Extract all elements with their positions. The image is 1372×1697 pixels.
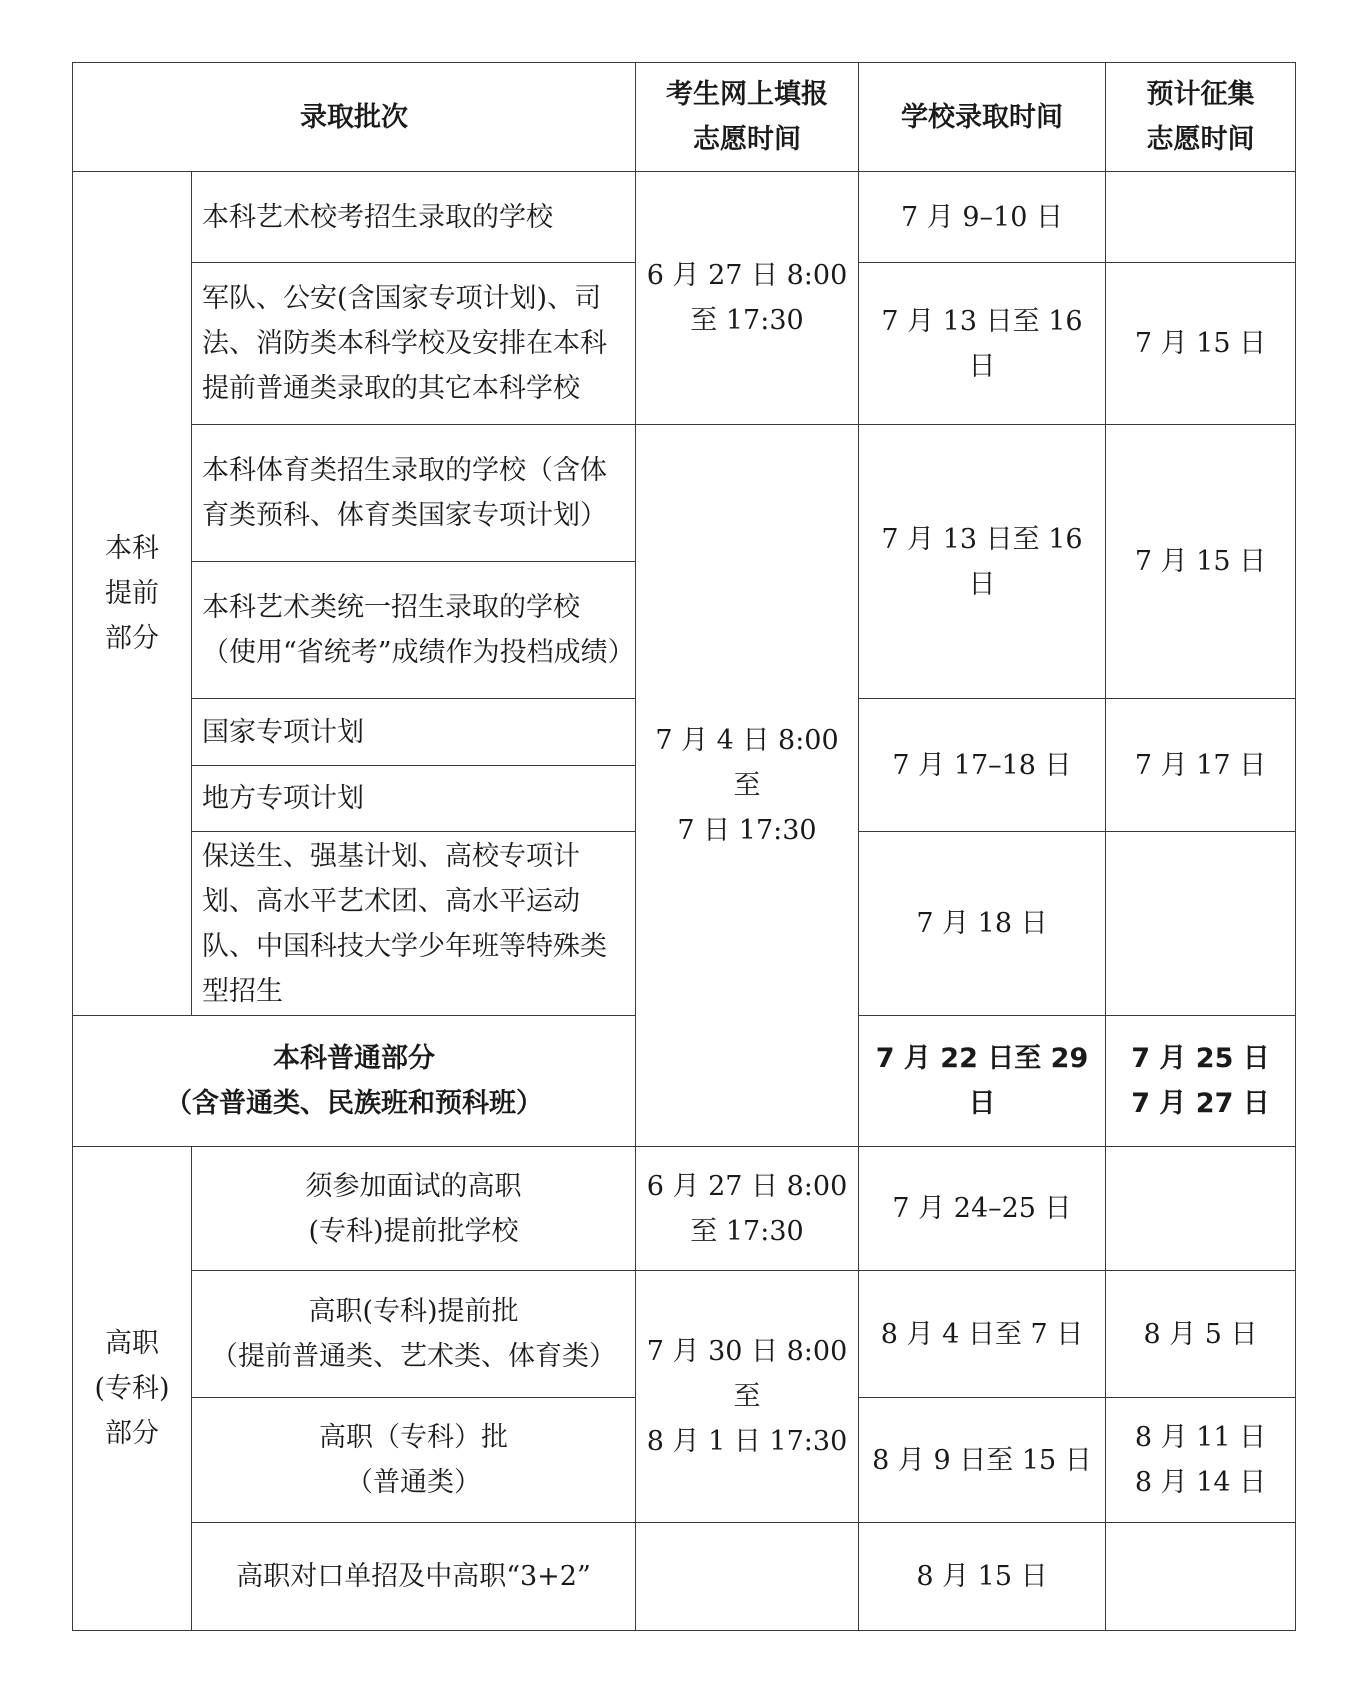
header-row [73, 63, 1296, 172]
admit-time-cell: 8 月 15 日 [859, 1523, 1106, 1631]
fill-time-cell: 7 月 30 日 8:00 至 8 月 1 日 17:30 [636, 1271, 859, 1523]
batch-cell: 须参加面试的高职 (专科)提前批学校 [192, 1147, 636, 1271]
collect-time-cell [1106, 1147, 1296, 1271]
batch-cell: 国家专项计划 [192, 699, 636, 766]
batch-cell: 高职（专科）批 （普通类） [192, 1398, 636, 1523]
fill-time-cell [636, 1523, 859, 1631]
admit-time-cell: 8 月 4 日至 7 日 [859, 1271, 1106, 1398]
collect-time-cell: 7 月 15 日 [1106, 425, 1296, 699]
collect-time-cell [1106, 172, 1296, 263]
admit-time-cell: 7 月 9–10 日 [859, 172, 1106, 263]
batch-cell: 军队、公安(含国家专项计划)、司法、消防类本科学校及安排在本科提前普通类录取的其它本科学校 [192, 263, 636, 425]
collect-time-cell [1106, 832, 1296, 1016]
header-fill-time: 考生网上填报 志愿时间 [636, 63, 859, 172]
collect-time-cell: 7 月 25 日 7 月 27 日 [1106, 1016, 1296, 1147]
admission-schedule-table [72, 62, 1296, 1631]
header-collect-time: 预计征集 志愿时间 [1106, 63, 1296, 172]
group-benke-early: 本科 提前 部分 [73, 172, 192, 1016]
admit-time-cell: 7 月 24–25 日 [859, 1147, 1106, 1271]
batch-cell-benke-regular: 本科普通部分 （含普通类、民族班和预科班） [73, 1016, 636, 1147]
fill-time-cell: 6 月 27 日 8:00 至 17:30 [636, 172, 859, 425]
admit-time-cell: 7 月 18 日 [859, 832, 1106, 1016]
batch-cell: 本科艺术类统一招生录取的学校（使用“省统考”成绩作为投档成绩） [192, 562, 636, 699]
batch-cell: 地方专项计划 [192, 766, 636, 832]
group-gaozhi: 高职 (专科) 部分 [73, 1147, 192, 1631]
batch-cell: 高职(专科)提前批 （提前普通类、艺术类、体育类） [192, 1271, 636, 1398]
batch-cell: 本科艺术校考招生录取的学校 [192, 172, 636, 263]
collect-time-cell: 7 月 17 日 [1106, 699, 1296, 832]
header-admit-time: 学校录取时间 [859, 63, 1106, 172]
table-row [73, 1523, 1296, 1631]
batch-cell: 本科体育类招生录取的学校（含体育类预科、体育类国家专项计划） [192, 425, 636, 562]
table-row [73, 172, 1296, 263]
collect-time-cell: 8 月 5 日 [1106, 1271, 1296, 1398]
admit-time-cell: 7 月 13 日至 16 日 [859, 425, 1106, 699]
admit-time-cell: 7 月 22 日至 29 日 [859, 1016, 1106, 1147]
table-row [73, 425, 1296, 562]
admit-time-cell: 7 月 13 日至 16 日 [859, 263, 1106, 425]
table-row [73, 1147, 1296, 1271]
fill-time-cell: 7 月 4 日 8:00 至 7 日 17:30 [636, 425, 859, 1147]
batch-cell: 保送生、强基计划、高校专项计划、高水平艺术团、高水平运动队、中国科技大学少年班等特殊类型招生 [192, 832, 636, 1016]
batch-cell: 高职对口单招及中高职“3+2” [192, 1523, 636, 1631]
fill-time-cell: 6 月 27 日 8:00 至 17:30 [636, 1147, 859, 1271]
admit-time-cell: 7 月 17–18 日 [859, 699, 1106, 832]
collect-time-cell [1106, 1523, 1296, 1631]
admit-time-cell: 8 月 9 日至 15 日 [859, 1398, 1106, 1523]
header-batch: 录取批次 [73, 63, 636, 172]
collect-time-cell: 8 月 11 日 8 月 14 日 [1106, 1398, 1296, 1523]
table-row [73, 1271, 1296, 1398]
collect-time-cell: 7 月 15 日 [1106, 263, 1296, 425]
